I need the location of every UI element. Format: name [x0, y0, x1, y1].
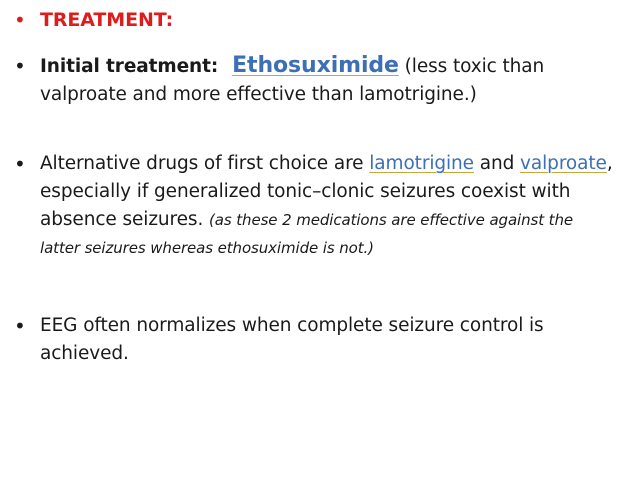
bullet-alternative-drugs	[14, 150, 614, 262]
alt-note: (as these 2 medications are effective against the latter seizures whereas ethosuximide is not.)	[40, 211, 574, 257]
initial-treatment-rest: (less toxic than valproate and more effective than lamotrigine.)	[40, 56, 545, 105]
heading: TREATMENT:	[40, 9, 174, 31]
bullet-text	[40, 52, 614, 109]
bullet-eeg	[14, 312, 614, 368]
drug-ethosuximide: Ethosuximide	[232, 53, 399, 78]
alt-post: , especially if generalized tonic–clonic seizures coexist with absence seizures.	[40, 153, 613, 230]
bullet-initial-treatment	[14, 52, 614, 109]
heading-row	[14, 6, 614, 34]
bullet-dot: •	[14, 152, 26, 176]
alt-pre: Alternative drugs of first choice are	[40, 153, 370, 174]
bullet-text	[40, 150, 614, 262]
drug-valproate: valproate	[520, 153, 607, 174]
eeg-text: EEG often normalizes when complete seizure control is achieved.	[40, 315, 544, 364]
alt-mid: and	[473, 153, 521, 174]
bullet-dot: •	[14, 54, 26, 78]
initial-treatment-label: Initial treatment:	[40, 56, 219, 77]
bullet-dot: •	[14, 314, 26, 338]
bullet-dot: •	[14, 8, 26, 32]
drug-lamotrigine: lamotrigine	[369, 153, 474, 174]
